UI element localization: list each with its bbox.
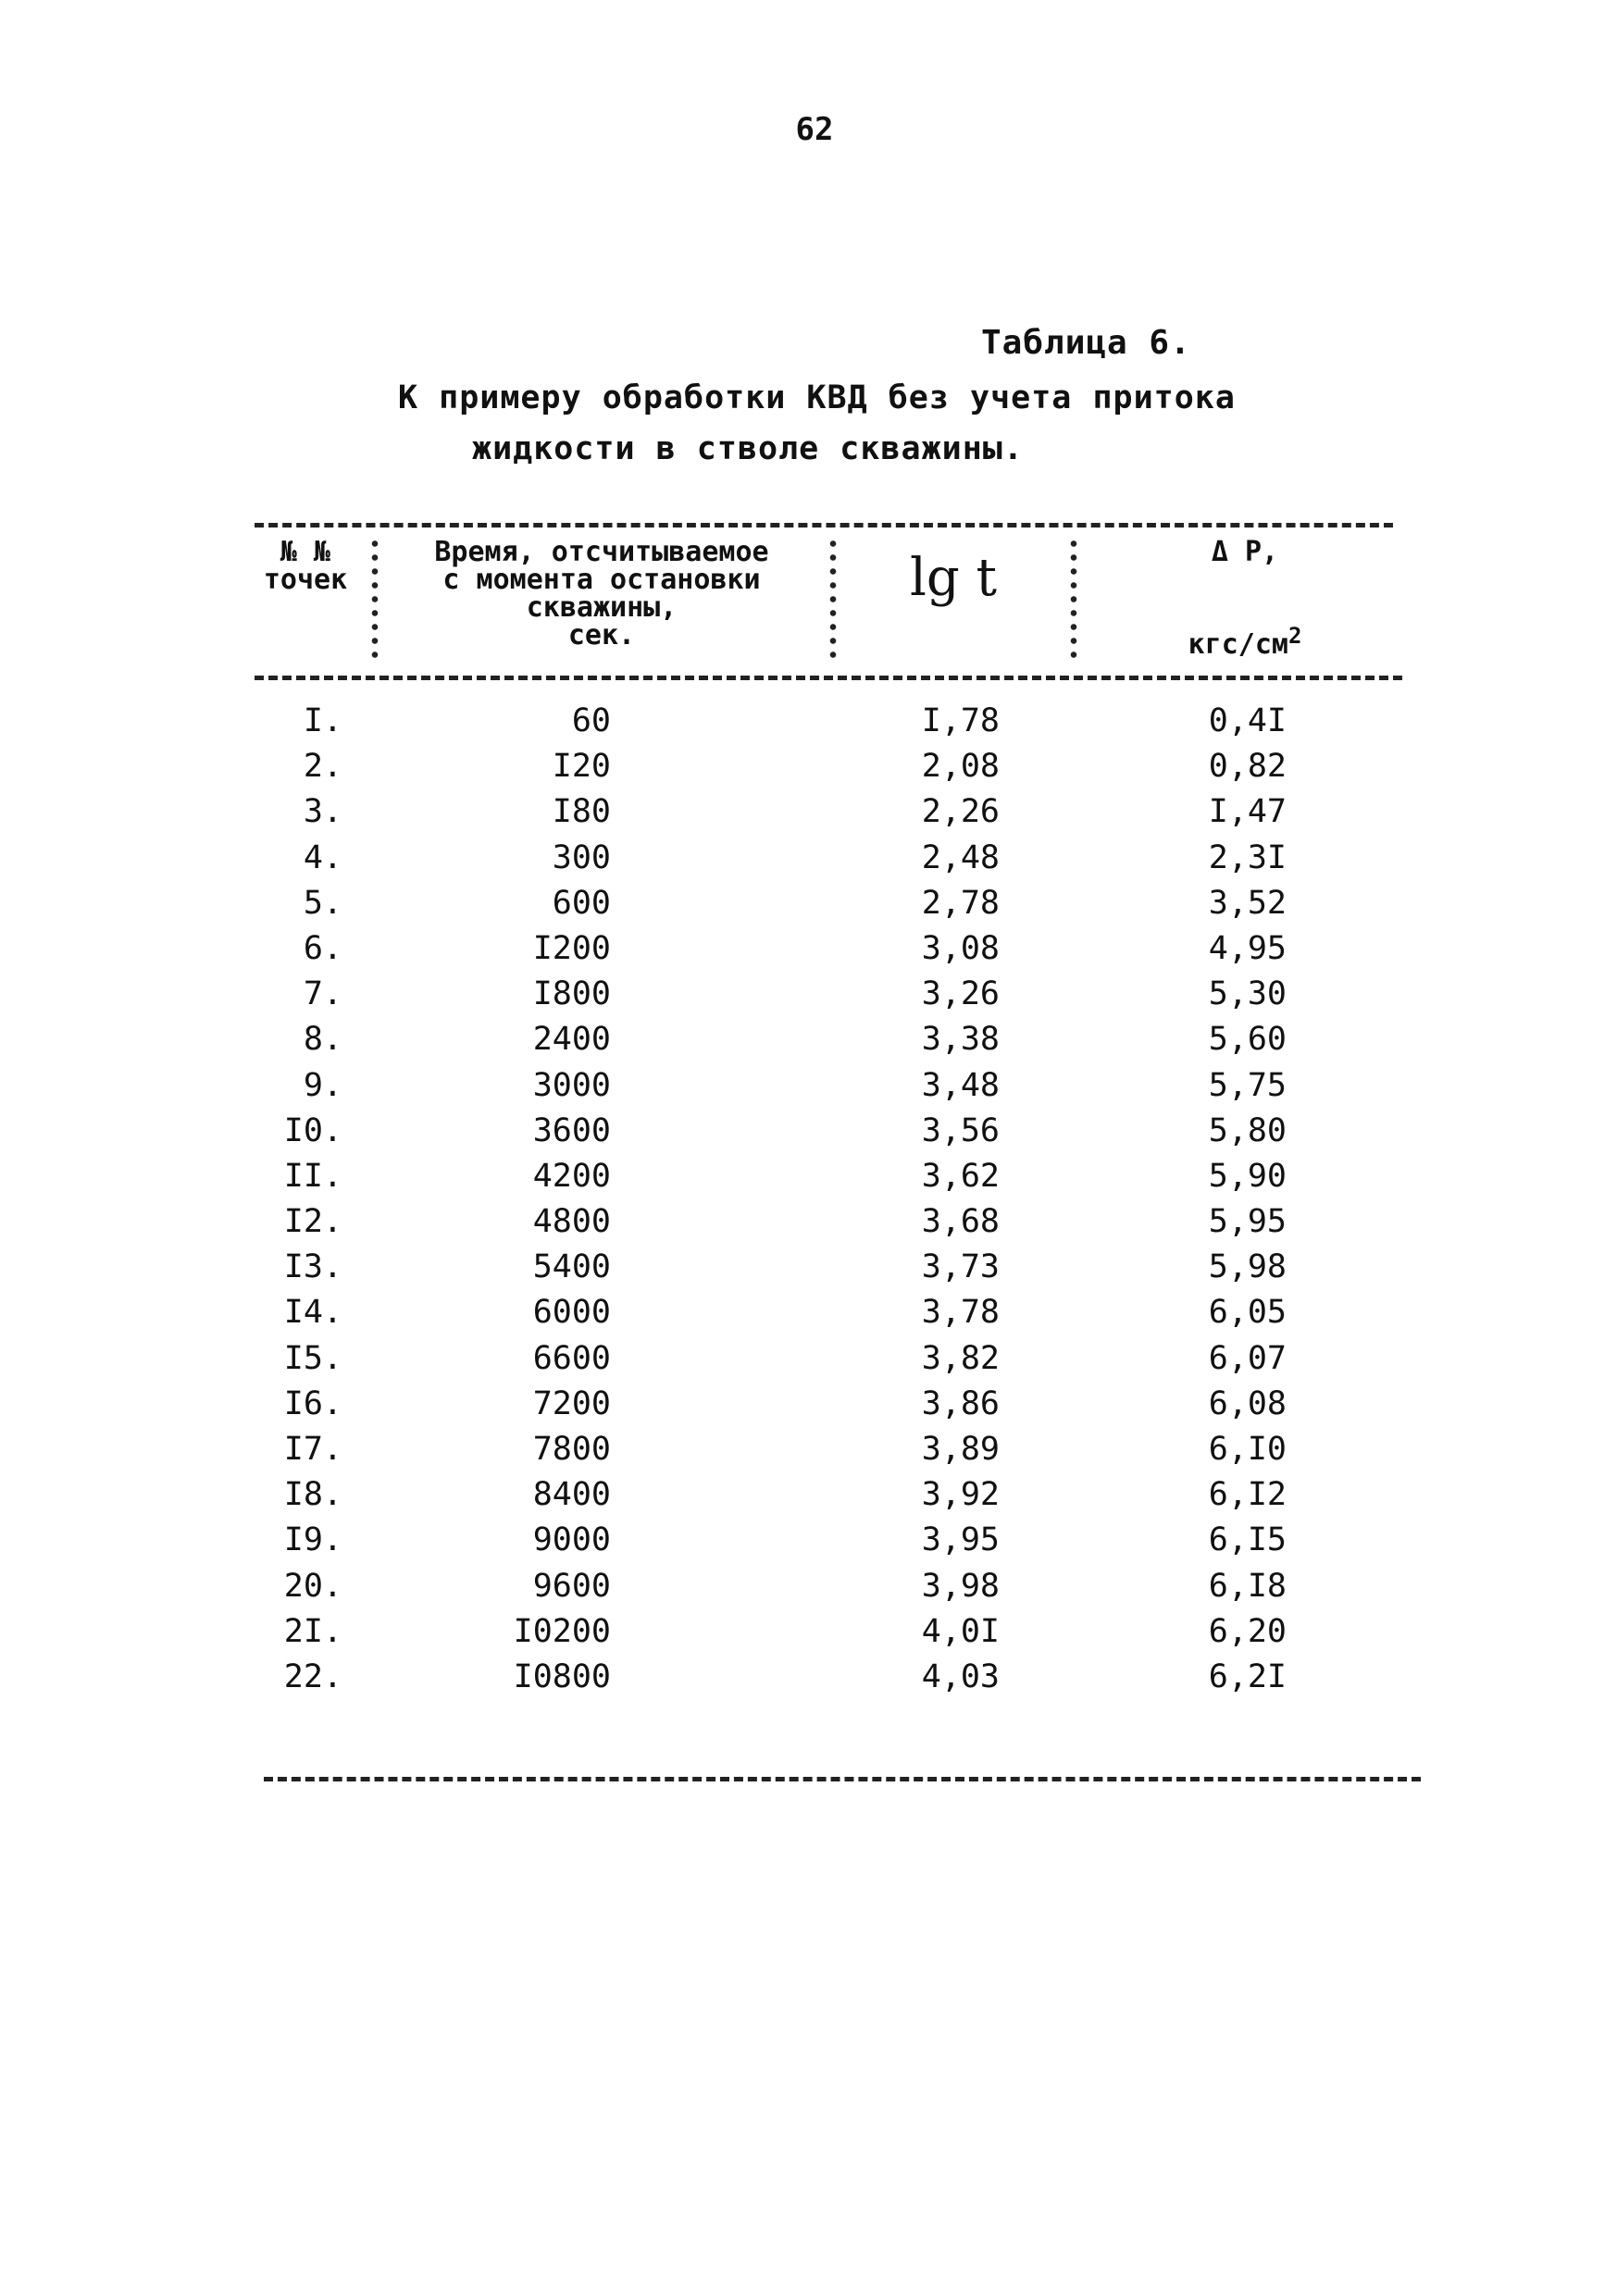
header-point-number [255,536,356,596]
cell-time: 2400 [532,1021,611,1059]
page-number: 62 [795,111,834,148]
table-row [0,1609,1617,1655]
cell-point-number: 4. [303,838,342,876]
table-top-rule [255,523,1393,527]
cell-pressure-delta: 0,82 [1208,748,1287,786]
cell-point-number: I2. [283,1203,342,1241]
cell-pressure-delta: 6,08 [1208,1384,1287,1422]
cell-log-time: 3,48 [921,1066,1000,1104]
column-separator [1069,537,1078,662]
cell-point-number: I4. [283,1294,342,1332]
cell-log-time: 3,98 [921,1567,1000,1605]
header-pressure-unit-exponent: 2 [1287,623,1302,649]
table-row [0,1382,1617,1427]
cell-log-time: 3,62 [921,1157,1000,1195]
table-caption-line-1: К примеру обработки КВД без учета притока [398,379,1236,416]
column-separator [370,537,379,662]
header-point-number-line-2: точек [263,564,348,596]
cell-time: 6000 [532,1294,611,1332]
cell-point-number: 2I. [283,1612,342,1650]
cell-point-number: 8. [303,1021,342,1059]
table-caption-line-2: жидкости в стволе скважины. [472,430,1024,467]
cell-time: 9000 [532,1521,611,1559]
cell-pressure-delta: 4,95 [1208,929,1287,967]
cell-pressure-delta: 6,2I [1208,1657,1287,1695]
cell-pressure-delta: 3,52 [1208,884,1287,922]
cell-log-time: 2,08 [921,748,1000,786]
header-pressure-unit-text: кгс/см [1188,628,1288,661]
cell-pressure-delta: 5,60 [1208,1021,1287,1059]
cell-pressure-delta: 6,I8 [1208,1567,1287,1605]
cell-point-number: 5. [303,884,342,922]
cell-time: 4200 [532,1157,611,1195]
cell-point-number: 7. [303,975,342,1013]
table-body [0,699,1617,1700]
table-row [0,836,1617,881]
header-point-number-line-1: № № [280,536,331,568]
table-row [0,1336,1617,1382]
cell-point-number: II. [283,1157,342,1195]
cell-point-number: 2. [303,748,342,786]
cell-point-number: I. [303,702,342,739]
cell-log-time: 3,95 [921,1521,1000,1559]
cell-log-time: 3,82 [921,1339,1000,1377]
table-row [0,1655,1617,1700]
cell-log-time: 3,26 [921,975,1000,1013]
table-row [0,1109,1617,1154]
cell-point-number: 6. [303,929,342,967]
cell-point-number: I6. [283,1384,342,1422]
table-header-rule [255,676,1402,680]
cell-time: 5400 [532,1248,611,1286]
cell-log-time: 3,92 [921,1476,1000,1514]
cell-time: 3600 [532,1111,611,1149]
cell-pressure-delta: 2,3I [1208,838,1287,876]
table-row [0,1290,1617,1335]
table-label: Таблица 6. [981,324,1191,362]
header-time [398,536,805,652]
cell-log-time: 3,38 [921,1021,1000,1059]
cell-pressure-delta: 5,80 [1208,1111,1287,1149]
cell-pressure-delta: 0,4I [1208,702,1287,739]
cell-pressure-delta: 5,75 [1208,1066,1287,1104]
cell-time: I800 [532,975,611,1013]
cell-pressure-delta: 6,20 [1208,1612,1287,1650]
table-row [0,1472,1617,1518]
cell-pressure-delta: 5,30 [1208,975,1287,1013]
cell-point-number: 22. [283,1657,342,1695]
cell-time: 8400 [532,1476,611,1514]
cell-point-number: I7. [283,1431,342,1468]
cell-point-number: I3. [283,1248,342,1286]
cell-time: 9600 [532,1567,611,1605]
column-separator [828,537,838,662]
cell-pressure-delta: 6,I5 [1208,1521,1287,1559]
header-time-line-2: с момента остановки [442,564,761,596]
cell-pressure-delta: 5,90 [1208,1157,1287,1195]
cell-time: 3000 [532,1066,611,1104]
cell-time: 7800 [532,1431,611,1468]
table-row [0,881,1617,926]
cell-log-time: 3,68 [921,1203,1000,1241]
cell-time: 600 [552,884,611,922]
cell-log-time: 3,08 [921,929,1000,967]
table-row [0,1199,1617,1245]
cell-time: 6600 [532,1339,611,1377]
table-row [0,1427,1617,1472]
table-row [0,1154,1617,1199]
cell-log-time: 3,56 [921,1111,1000,1149]
cell-log-time: 2,48 [921,838,1000,876]
table-row [0,699,1617,744]
cell-log-time: I,78 [921,702,1000,739]
cell-point-number: 20. [283,1567,342,1605]
cell-point-number: 3. [303,793,342,831]
cell-log-time: 3,89 [921,1431,1000,1468]
table-row [0,1017,1617,1062]
cell-time: I80 [552,793,611,831]
header-time-line-4: сек. [567,619,636,652]
cell-log-time: 2,78 [921,884,1000,922]
cell-time: I200 [532,929,611,967]
cell-point-number: I9. [283,1521,342,1559]
cell-time: 300 [552,838,611,876]
cell-pressure-delta: 5,95 [1208,1203,1287,1241]
table-row [0,1245,1617,1290]
cell-log-time: 3,78 [921,1294,1000,1332]
cell-time: 4800 [532,1203,611,1241]
cell-time: 7200 [532,1384,611,1422]
cell-point-number: I8. [283,1476,342,1514]
cell-pressure-delta: 6,I0 [1208,1431,1287,1468]
cell-time: I0800 [513,1657,611,1695]
table-row [0,744,1617,789]
table-bottom-rule [264,1777,1421,1781]
cell-pressure-delta: 6,07 [1208,1339,1287,1377]
cell-time: 60 [571,702,611,739]
header-pressure-delta-label: Δ P, [1211,536,1279,568]
table-row [0,789,1617,835]
cell-time: I20 [552,748,611,786]
cell-pressure-delta: 6,05 [1208,1294,1287,1332]
cell-point-number: 9. [303,1066,342,1104]
header-time-line-1: Время, отсчитываемое [434,536,769,568]
cell-log-time: 4,03 [921,1657,1000,1695]
cell-point-number: I5. [283,1339,342,1377]
header-log-time: lg t [909,548,998,608]
cell-time: I0200 [513,1612,611,1650]
table-row [0,1063,1617,1109]
header-time-line-3: скважины, [526,591,678,624]
cell-log-time: 4,0I [921,1612,1000,1650]
cell-pressure-delta: 5,98 [1208,1248,1287,1286]
cell-log-time: 3,86 [921,1384,1000,1422]
cell-log-time: 3,73 [921,1248,1000,1286]
header-pressure-delta [1092,536,1398,661]
cell-point-number: I0. [283,1111,342,1149]
cell-pressure-delta: I,47 [1208,793,1287,831]
table-row [0,926,1617,972]
cell-log-time: 2,26 [921,793,1000,831]
cell-pressure-delta: 6,I2 [1208,1476,1287,1514]
table-row [0,1518,1617,1563]
header-pressure-unit [1092,622,1398,659]
table-row [0,972,1617,1017]
table-row [0,1564,1617,1609]
